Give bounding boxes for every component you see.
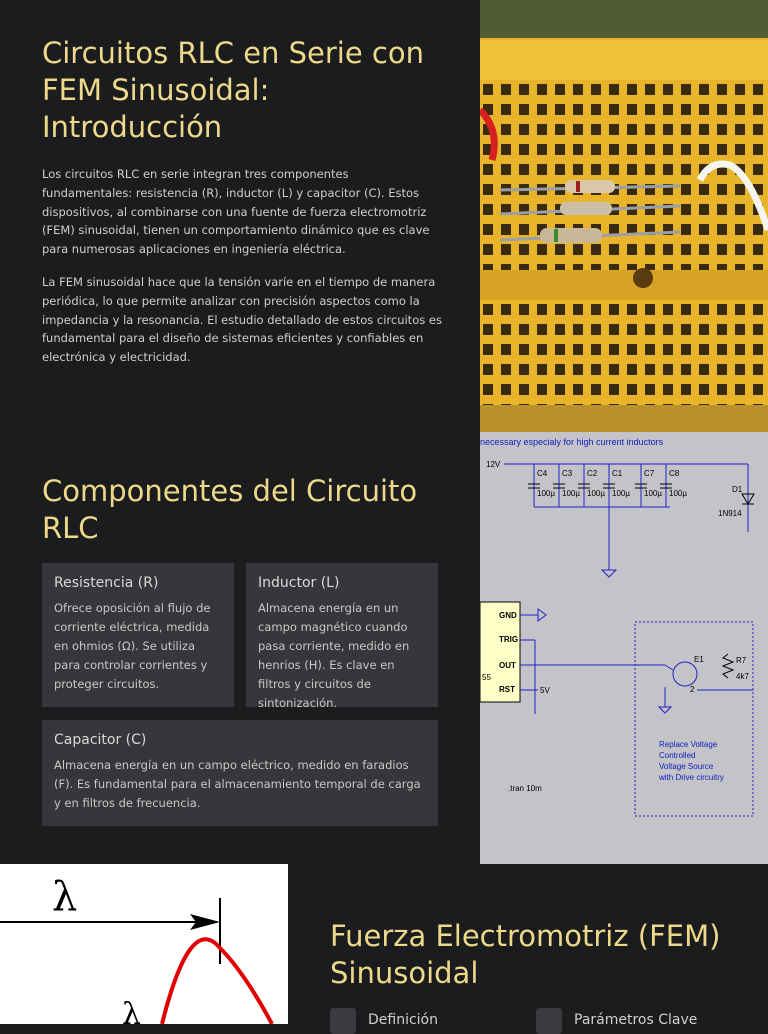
- card-inductor: [246, 563, 438, 710]
- rst-voltage: 5V: [540, 686, 550, 695]
- definicion-label: Definición: [368, 1012, 438, 1028]
- lambda-label-2: λ: [122, 997, 142, 1024]
- definicion-checkbox[interactable]: [330, 1008, 356, 1034]
- cap-value-c8: 100µ: [669, 489, 687, 498]
- card-text: Almacena energía en un campo eléctrico, medido en faradios (F). Es fundamental para el almacenamiento temporal de carga y en filtros de frecuencia.: [54, 758, 421, 810]
- cap-label-c7: C7: [644, 469, 655, 478]
- parametros-checkbox[interactable]: [536, 1008, 562, 1034]
- supply-label: 12V: [486, 460, 501, 469]
- intro-paragraph-1: Los circuitos RLC en serie integran tres componentes fundamentales: resistencia (R), inductor (L) y capacitor (C). Estos dispositivos, al combinarse con una fuente de fuerza electromotriz (FEM) sinusoidal, tienen un comportamiento dinámico que es clave para numerosas aplicaciones en ingeniería eléctrica.: [42, 167, 430, 257]
- pin-trig: TRIG: [499, 635, 519, 644]
- card-resistencia: [42, 563, 234, 707]
- pin-rst: RST: [499, 685, 515, 694]
- intro-section: [0, 0, 480, 432]
- card-text: Almacena energía en un campo magnético cuando pasa corriente, medido en henrios (H). Es clave en filtros y circuitos de sintonización.: [258, 601, 410, 710]
- parametros-label: Parámetros Clave: [574, 1012, 698, 1028]
- cap-value-c2: 100µ: [587, 489, 605, 498]
- lambda-label: λ: [52, 874, 78, 920]
- capacitor-group: [528, 464, 687, 507]
- fem-title: Fuerza Electromotriz (FEM) Sinusoidal: [330, 919, 721, 990]
- card-title: Capacitor (C): [54, 732, 147, 748]
- resistor-label: R7: [736, 656, 747, 665]
- intro-title: Circuitos RLC en Serie con FEM Sinusoidal: Introducción: [42, 36, 424, 144]
- cap-label-c1: C1: [612, 469, 623, 478]
- source-label: E1: [694, 655, 704, 664]
- card-capacitor: [42, 720, 438, 826]
- cap-label-c8: C8: [669, 469, 680, 478]
- breadboard-photo: [480, 0, 768, 432]
- replace-line-4: with Drive circuitry: [659, 773, 724, 782]
- sine-wave-diagram: [0, 864, 288, 1024]
- tran-directive: .tran 10m: [508, 784, 542, 793]
- cap-value-c1: 100µ: [612, 489, 630, 498]
- pin-out: OUT: [499, 661, 516, 670]
- replace-line-3: Voltage Source: [659, 762, 714, 771]
- intro-paragraph-2: La FEM sinusoidal hace que la tensión varíe en el tiempo de manera periódica, lo que permite analizar con precisión aspectos como la impedancia y la resonancia. El estudio detallado de estos circuitos es fundamental para el diseño de sistemas eficientes y confiables en electrónica y electricidad.: [42, 275, 442, 365]
- replace-line-1: Replace Voltage: [659, 740, 718, 749]
- resistor-value: 4k7: [736, 672, 749, 681]
- cap-value-c4: 100µ: [537, 489, 555, 498]
- components-title: Componentes del Circuito RLC: [42, 474, 418, 545]
- cap-label-c3: C3: [562, 469, 573, 478]
- pin-gnd: GND: [499, 611, 517, 620]
- card-title: Resistencia (R): [54, 575, 159, 591]
- cap-label-c4: C4: [537, 469, 548, 478]
- node-number: 2: [690, 685, 695, 694]
- diode-part-label: 1N914: [718, 509, 742, 518]
- chip-suffix: 55: [482, 673, 491, 682]
- cap-value-c7: 100µ: [644, 489, 662, 498]
- schematic-note: necessary especialy for high current inductors: [480, 437, 664, 447]
- circuit-schematic: [480, 432, 768, 864]
- replace-line-2: Controlled: [659, 751, 696, 760]
- cap-label-c2: C2: [587, 469, 598, 478]
- card-text: Ofrece oposición al flujo de corriente eléctrica, medida en ohmios (Ω). Se utiliza para controlar corrientes y proteger circuitos.: [54, 601, 211, 691]
- cap-value-c3: 100µ: [562, 489, 580, 498]
- card-title: Inductor (L): [258, 575, 340, 591]
- diode-label: D1: [732, 485, 743, 494]
